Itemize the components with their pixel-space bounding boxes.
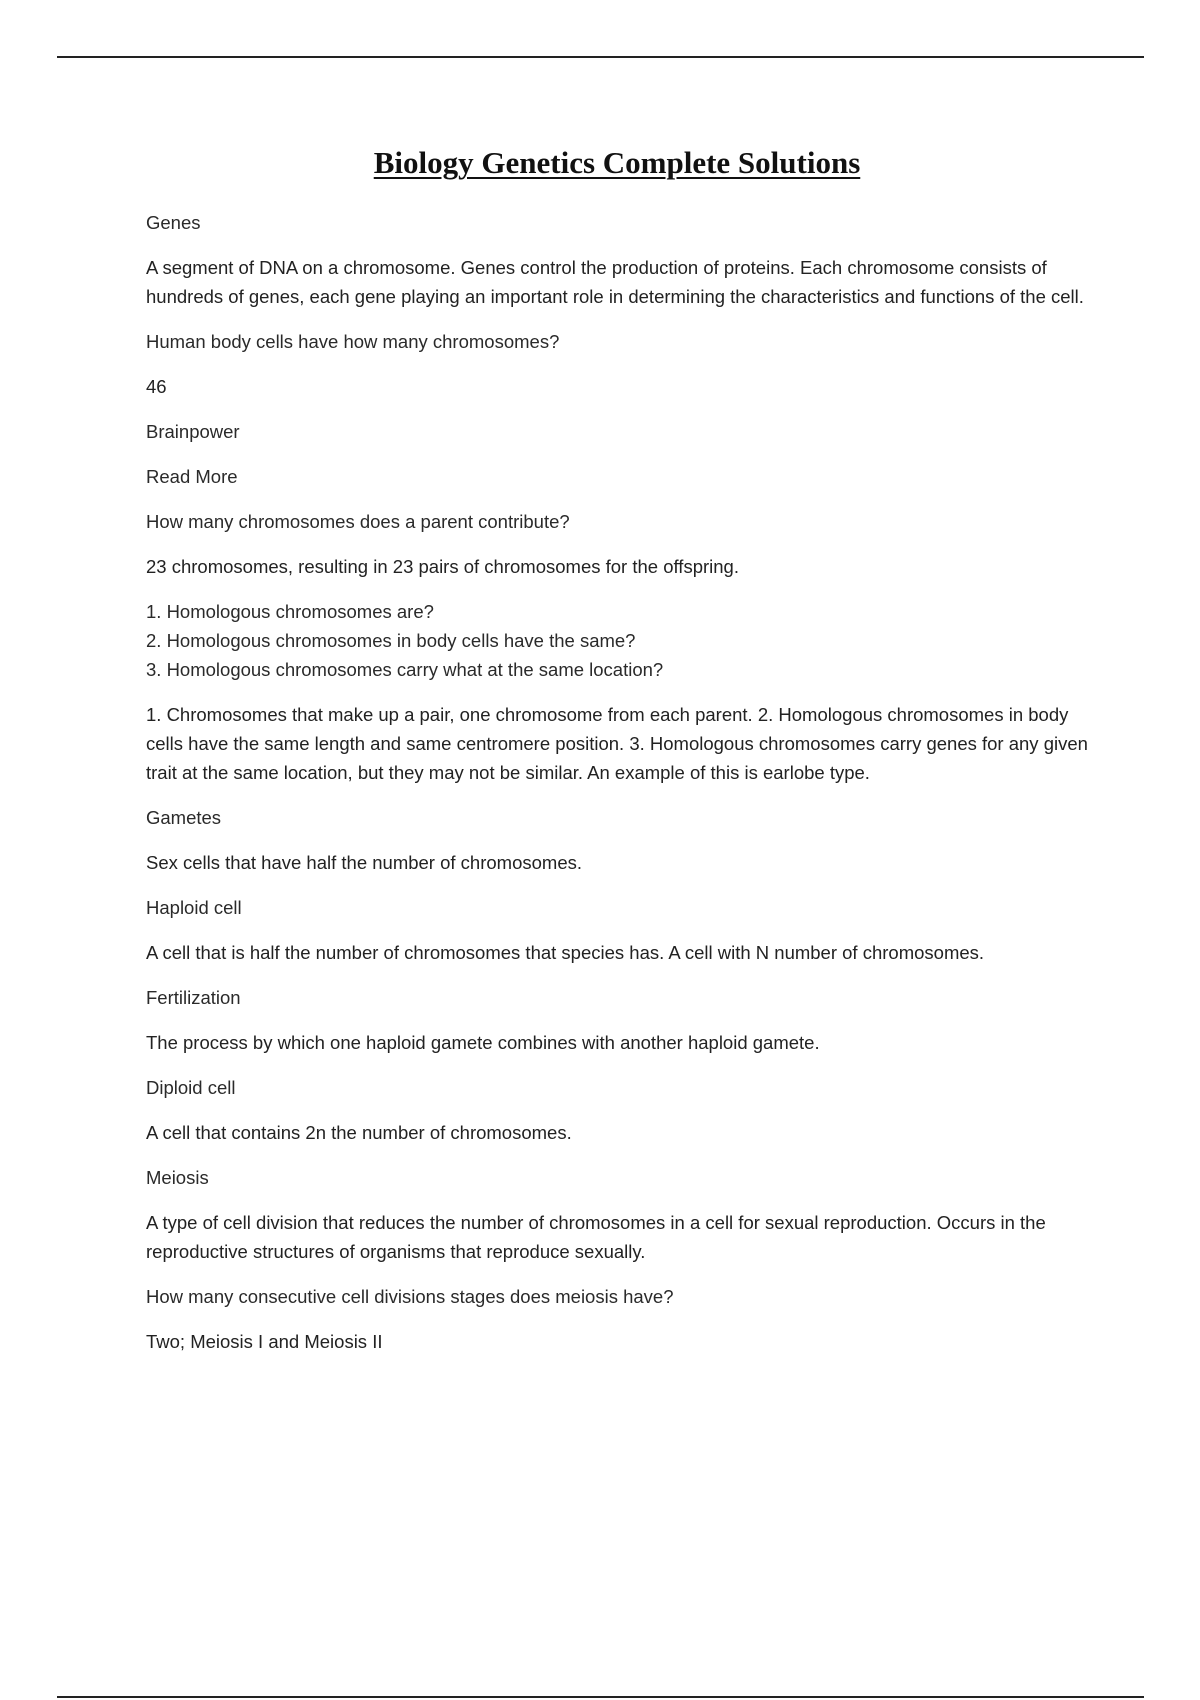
- homologous-question-2: 2. Homologous chromosomes in body cells have the same?: [146, 630, 636, 651]
- bottom-rule: [57, 1696, 1144, 1698]
- term-genes: Genes: [146, 212, 201, 233]
- definition-meiosis: A type of cell division that reduces the number of chromosomes in a cell for sexual reproduction. Occurs in the reproductive structures of organisms that reproduce sexually.: [146, 1212, 1046, 1262]
- definition-gametes: Sex cells that have half the number of chromosomes.: [146, 852, 582, 873]
- question-human-chromosomes: Human body cells have how many chromosomes?: [146, 331, 560, 352]
- homologous-question-1: 1. Homologous chromosomes are?: [146, 601, 434, 622]
- definition-fertilization: The process by which one haploid gamete combines with another haploid gamete.: [146, 1032, 820, 1053]
- brainpower-text: Brainpower: [146, 421, 240, 442]
- read-more-text: Read More: [146, 466, 238, 487]
- question-parent-contribution: How many chromosomes does a parent contribute?: [146, 511, 570, 532]
- definition-haploid-cell: A cell that is half the number of chromosomes that species has. A cell with N number of chromosomes.: [146, 942, 985, 963]
- term-gametes: Gametes: [146, 807, 222, 828]
- definition-diploid-cell: A cell that contains 2n the number of chromosomes.: [146, 1122, 572, 1143]
- answer-meiosis-divisions: Two; Meiosis I and Meiosis II: [146, 1331, 383, 1352]
- document-body: [146, 208, 1091, 1372]
- question-homologous-chromosomes: [146, 597, 1091, 684]
- answer-homologous-chromosomes: 1. Chromosomes that make up a pair, one chromosome from each parent. 2. Homologous chromosomes in body cells have the same length and same centromere position. 3. Homologous chromosomes carry genes for any given trait at the same location, but they may not be similar. An example of this is earlobe type.: [146, 704, 1088, 783]
- document-title: Biology Genetics Complete Solutions: [373, 145, 861, 180]
- homologous-question-3: 3. Homologous chromosomes carry what at the same location?: [146, 659, 664, 680]
- definition-genes: A segment of DNA on a chromosome. Genes control the production of proteins. Each chromosome consists of hundreds of genes, each gene playing an important role in determining the characteristics and functions of the cell.: [146, 257, 1084, 307]
- term-diploid-cell: Diploid cell: [146, 1077, 236, 1098]
- term-haploid-cell: Haploid cell: [146, 897, 242, 918]
- term-meiosis: Meiosis: [146, 1167, 209, 1188]
- answer-parent-contribution: 23 chromosomes, resulting in 23 pairs of chromosomes for the offspring.: [146, 556, 739, 577]
- question-meiosis-divisions: How many consecutive cell divisions stages does meiosis have?: [146, 1286, 674, 1307]
- term-fertilization: Fertilization: [146, 987, 241, 1008]
- top-rule: [57, 56, 1144, 58]
- answer-human-chromosomes: 46: [146, 376, 167, 397]
